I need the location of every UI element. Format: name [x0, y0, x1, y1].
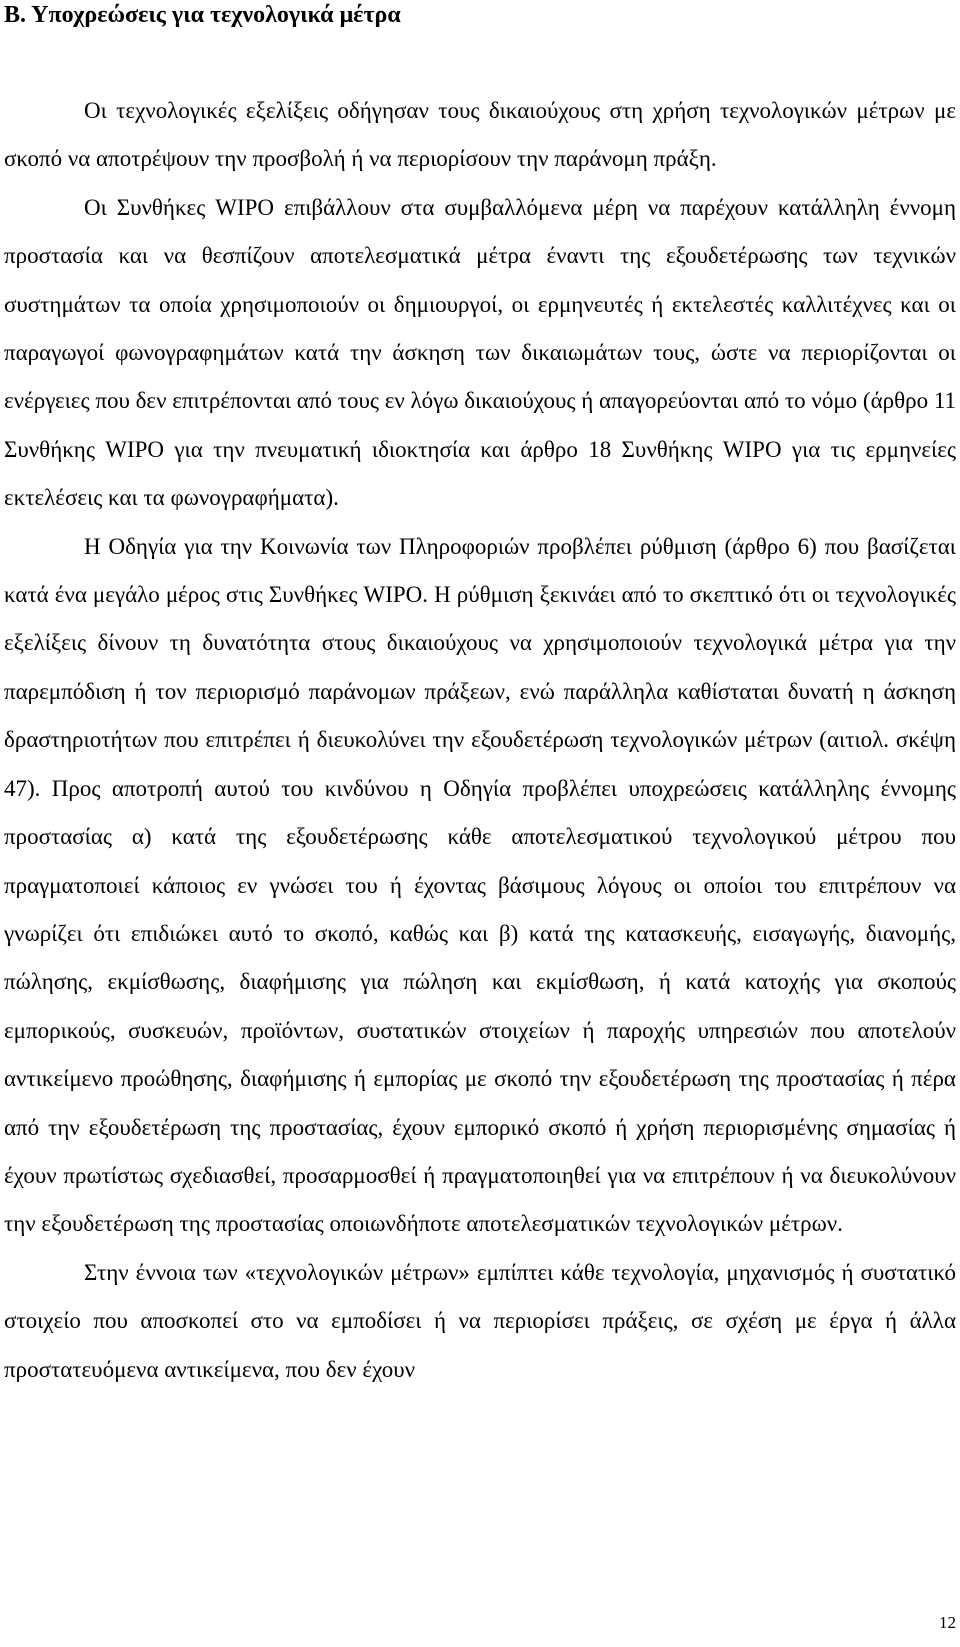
- paragraph-technological-measures-definition: Στην έννοια των «τεχνολογικών μέτρων» εμπίπτει κάθε τεχνολογία, μηχανισμός ή συστατικό στοιχείο που αποσκοπεί στο να εμποδίσει ή να περιορίσει πράξεις, σε σχέση με έργα ή άλλα προστατευόμενα αντικείμενα, που δεν έχουν: [4, 1259, 956, 1382]
- paragraph-technological-developments: Οι τεχνολογικές εξελίξεις οδήγησαν τους δικαιούχους στη χρήση τεχνολογικών μέτρων με σκοπό να αποτρέψουν την προσβολή ή να περιορίσουν την παράνομη πράξη.: [4, 98, 956, 172]
- page-number: 12: [939, 1613, 956, 1632]
- body-text: [4, 87, 956, 1394]
- paragraph-information-society-directive: Η Οδηγία για την Κοινωνία των Πληροφοριών προβλέπει ρύθμιση (άρθρο 6) που βασίζεται κατά ένα μεγάλο μέρος στις Συνθήκες WIPO. Η ρύθμιση ξεκινάει από το σκεπτικό ότι οι τεχνολογικές εξελίξεις δίνουν τη δυνατότητα στους δικαιούχους να χρησιμοποιούν τεχνολογικά μέτρα για την παρεμπόδιση ή τον περιορισμό παράνομων πράξεων, ενώ παράλληλα καθίσταται δυνατή η άσκηση δραστηριοτήτων που επιτρέπει ή διευκολύνει την εξουδετέρωση τεχνολογικών μέτρων (αιτιολ. σκέψη 47). Προς αποτροπή αυτού του κινδύνου η Οδηγία προβλέπει υποχρεώσεις κατάλληλης έννομης προστασίας α) κατά της εξουδετέρωσης κάθε αποτελεσματικού τεχνολογικού μέτρου που πραγματοποιεί κάποιος εν γνώσει του ή έχοντας βάσιμους λόγους οι οποίοι του επιτρέπουν να γνωρίζει ότι επιδιώκει αυτό το σκοπό, καθώς και β) κατά της κατασκευής, εισαγωγής, διανομής, πώλησης, εκμίσθωσης, διαφήμισης για πώληση και εκμίσθωση, ή κατά κατοχής για σκοπούς εμπορικούς, συσκευών, προϊόντων, συστατικών στοιχείων ή παροχής υπηρεσιών που αποτελούν αντικείμενο προώθησης, διαφήμισης ή εμπορίας με σκοπό την εξουδετέρωση της προστασίας ή πέρα από την εξουδετέρωση της προστασίας, έχουν εμπορικό σκοπό ή χρήση περιορισμένης σημασίας ή έχουν πρωτίστως σχεδιασθεί, προσαρμοσθεί ή πραγματοποιηθεί για να επιτρέπουν ή να διευκολύνουν την εξουδετέρωση της προστασίας οποιωνδήποτε αποτελεσματικών τεχνολογικών μέτρων.: [4, 533, 956, 1237]
- paragraph-wipo-treaties: Οι Συνθήκες WIPO επιβάλλουν στα συμβαλλόμενα μέρη να παρέχουν κατάλληλη έννομη προστασία και να θεσπίζουν αποτελεσματικά μέτρα έναντι της εξουδετέρωσης των τεχνικών συστημάτων τα οποία χρησιμοποιούν οι δημιουργοί, οι ερμηνευτές ή εκτελεστές καλλιτέχνες και οι παραγωγοί φωνογραφημάτων κατά την άσκηση των δικαιωμάτων τους, ώστε να περιορίζονται οι ενέργειες που δεν επιτρέπονται από τους εν λόγω δικαιούχους ή απαγορεύονται από το νόμο (άρθρο 11 Συνθήκης WIPO για την πνευματική ιδιοκτησία και άρθρο 18 Συνθήκης WIPO για τις ερμηνείες εκτελέσεις και τα φωνογραφήματα).: [4, 194, 956, 511]
- section-heading: Β. Υποχρεώσεις για τεχνολογικά μέτρα: [4, 2, 401, 28]
